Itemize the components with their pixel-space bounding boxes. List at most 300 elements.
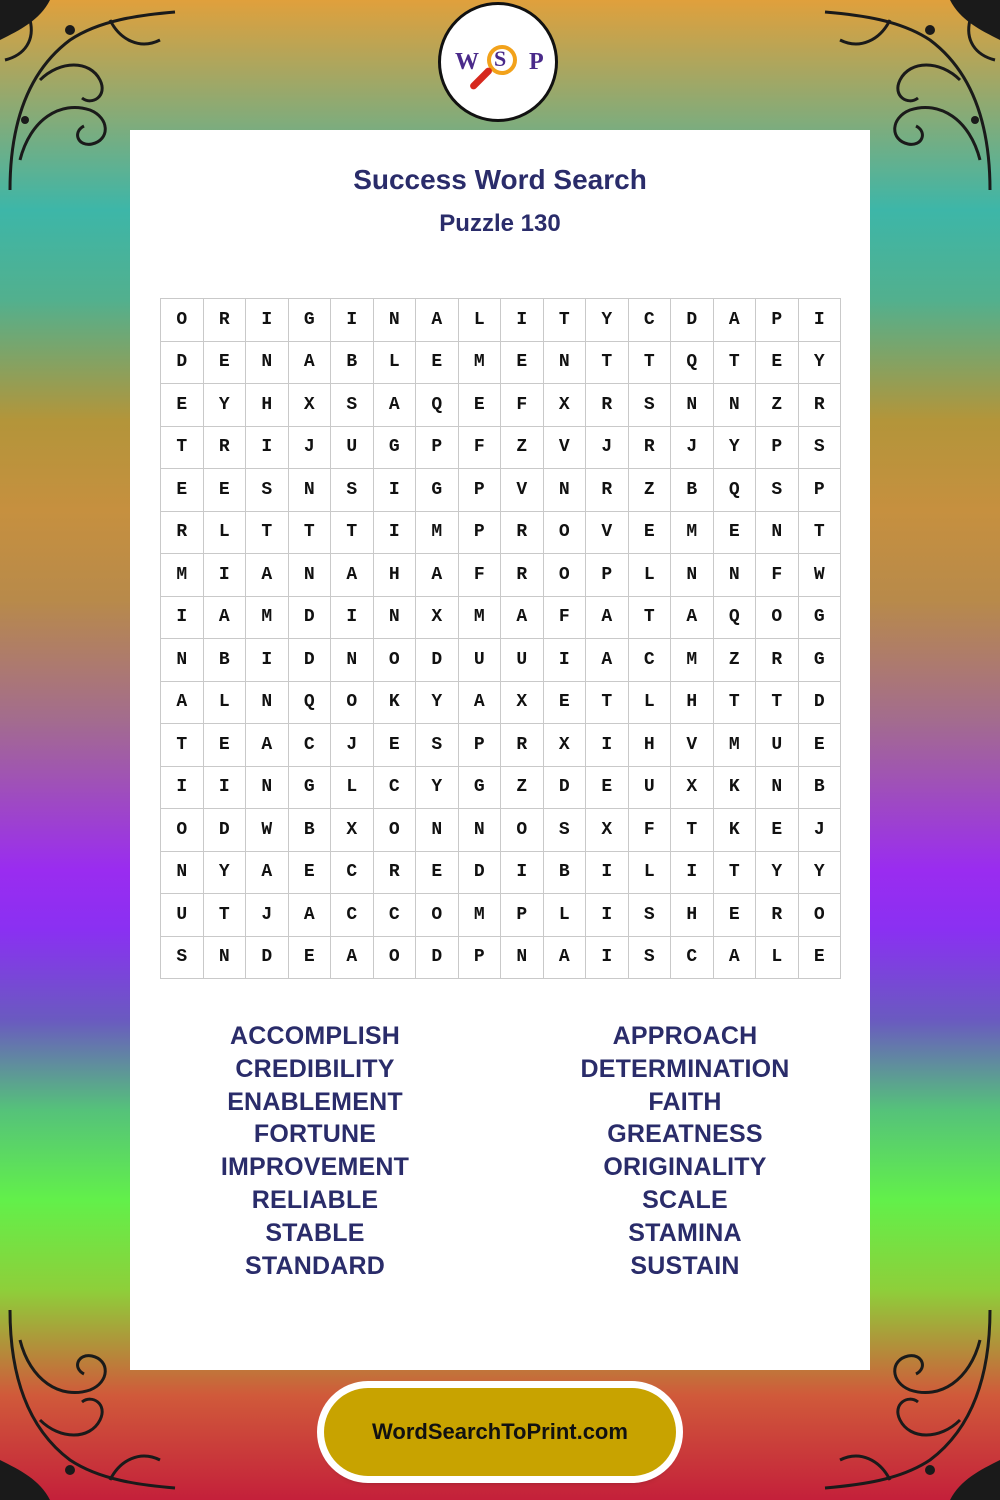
grid-cell[interactable]: G	[798, 596, 841, 639]
grid-cell[interactable]: J	[288, 426, 331, 469]
grid-cell[interactable]: K	[713, 809, 756, 852]
grid-cell[interactable]: L	[543, 894, 586, 937]
grid-cell[interactable]: R	[373, 851, 416, 894]
grid-cell[interactable]: E	[416, 341, 459, 384]
grid-cell[interactable]: I	[501, 299, 544, 342]
grid-cell[interactable]: M	[416, 511, 459, 554]
grid-cell[interactable]: D	[161, 341, 204, 384]
grid-cell[interactable]: T	[331, 511, 374, 554]
grid-cell[interactable]: J	[586, 426, 629, 469]
grid-cell[interactable]: G	[288, 766, 331, 809]
grid-cell[interactable]: E	[161, 384, 204, 427]
grid-cell[interactable]: J	[331, 724, 374, 767]
grid-cell[interactable]: N	[416, 809, 459, 852]
grid-cell[interactable]: X	[288, 384, 331, 427]
grid-cell[interactable]: C	[373, 894, 416, 937]
grid-cell[interactable]: P	[458, 936, 501, 979]
word-list-item: RELIABLE	[251, 1185, 379, 1214]
grid-cell[interactable]: B	[798, 766, 841, 809]
word-list-item: SCALE	[642, 1185, 728, 1214]
grid-cell[interactable]: X	[416, 596, 459, 639]
logo-letter-s: S	[494, 46, 507, 71]
grid-cell[interactable]: G	[798, 639, 841, 682]
grid-cell[interactable]: A	[543, 936, 586, 979]
grid-cell[interactable]: E	[161, 469, 204, 512]
grid-cell[interactable]: E	[713, 894, 756, 937]
word-list-item: STABLE	[265, 1218, 365, 1247]
grid-cell[interactable]: Z	[756, 384, 799, 427]
grid-cell[interactable]: T	[628, 341, 671, 384]
grid-cell[interactable]: I	[798, 299, 841, 342]
grid-cell[interactable]: D	[458, 851, 501, 894]
grid-cell[interactable]: L	[331, 766, 374, 809]
grid-cell[interactable]: R	[586, 469, 629, 512]
grid-row	[161, 894, 841, 937]
grid-cell[interactable]: N	[246, 766, 289, 809]
grid-cell[interactable]: C	[628, 639, 671, 682]
grid-cell[interactable]: L	[458, 299, 501, 342]
word-list-item: FAITH	[648, 1087, 722, 1116]
grid-cell[interactable]: O	[798, 894, 841, 937]
puzzle-subtitle: Puzzle 130	[439, 210, 561, 237]
grid-cell[interactable]: Y	[416, 766, 459, 809]
grid-cell[interactable]: N	[713, 554, 756, 597]
grid-row	[161, 299, 841, 342]
grid-cell[interactable]: I	[161, 766, 204, 809]
grid-cell[interactable]: G	[288, 299, 331, 342]
grid-cell[interactable]: Y	[203, 851, 246, 894]
grid-cell[interactable]: I	[671, 851, 714, 894]
grid-cell[interactable]: N	[373, 299, 416, 342]
grid-cell[interactable]: R	[501, 554, 544, 597]
grid-cell[interactable]: N	[671, 384, 714, 427]
grid-cell[interactable]: I	[373, 511, 416, 554]
grid-cell[interactable]: D	[543, 766, 586, 809]
grid-cell[interactable]: P	[416, 426, 459, 469]
grid-cell[interactable]: N	[161, 639, 204, 682]
site-link-banner[interactable]	[324, 1388, 676, 1476]
word-list-item: CREDIBILITY	[235, 1054, 395, 1083]
grid-cell[interactable]: N	[458, 809, 501, 852]
grid-cell[interactable]: E	[288, 936, 331, 979]
grid-cell[interactable]: Q	[416, 384, 459, 427]
grid-cell[interactable]: J	[246, 894, 289, 937]
grid-cell[interactable]: G	[458, 766, 501, 809]
grid-cell[interactable]: E	[543, 681, 586, 724]
grid-cell[interactable]: H	[671, 894, 714, 937]
grid-cell[interactable]: M	[458, 341, 501, 384]
word-list-item: DETERMINATION	[580, 1054, 790, 1083]
grid-cell[interactable]: I	[331, 299, 374, 342]
grid-cell[interactable]: T	[161, 724, 204, 767]
grid-cell[interactable]: P	[458, 469, 501, 512]
grid-cell[interactable]: M	[671, 511, 714, 554]
grid-cell[interactable]: D	[798, 681, 841, 724]
grid-cell[interactable]: X	[671, 766, 714, 809]
grid-cell[interactable]: A	[586, 639, 629, 682]
site-logo[interactable]	[438, 2, 558, 122]
word-list-item: GREATNESS	[607, 1120, 763, 1149]
grid-cell[interactable]: D	[416, 639, 459, 682]
grid-cell[interactable]: J	[671, 426, 714, 469]
grid-cell[interactable]: Q	[713, 596, 756, 639]
grid-cell[interactable]: L	[373, 341, 416, 384]
grid-cell[interactable]: A	[416, 554, 459, 597]
grid-cell[interactable]: M	[458, 596, 501, 639]
grid-cell[interactable]: A	[246, 724, 289, 767]
grid-cell[interactable]: Y	[586, 299, 629, 342]
grid-cell[interactable]: V	[671, 724, 714, 767]
grid-cell[interactable]: X	[501, 681, 544, 724]
grid-cell[interactable]: R	[501, 511, 544, 554]
grid-cell[interactable]: S	[798, 426, 841, 469]
grid-cell[interactable]: H	[671, 681, 714, 724]
grid-cell[interactable]: N	[288, 554, 331, 597]
grid-cell[interactable]: C	[628, 299, 671, 342]
grid-cell[interactable]: X	[586, 809, 629, 852]
grid-cell[interactable]: U	[458, 639, 501, 682]
grid-cell[interactable]: C	[288, 724, 331, 767]
grid-cell[interactable]: Z	[501, 426, 544, 469]
grid-cell[interactable]: U	[161, 894, 204, 937]
grid-cell[interactable]: E	[756, 809, 799, 852]
grid-cell[interactable]: O	[373, 639, 416, 682]
grid-cell[interactable]: X	[331, 809, 374, 852]
grid-cell[interactable]: I	[586, 894, 629, 937]
grid-cell[interactable]: I	[586, 724, 629, 767]
grid-cell[interactable]: M	[671, 639, 714, 682]
grid-cell[interactable]: A	[331, 554, 374, 597]
grid-cell[interactable]: R	[628, 426, 671, 469]
grid-cell[interactable]: P	[501, 894, 544, 937]
grid-row	[161, 766, 841, 809]
grid-cell[interactable]: X	[543, 384, 586, 427]
grid-cell[interactable]: S	[416, 724, 459, 767]
grid-cell[interactable]: N	[246, 681, 289, 724]
grid-cell[interactable]: C	[331, 894, 374, 937]
grid-cell[interactable]: P	[756, 299, 799, 342]
grid-cell[interactable]: K	[713, 766, 756, 809]
grid-cell[interactable]: P	[586, 554, 629, 597]
grid-cell[interactable]: E	[288, 851, 331, 894]
grid-cell[interactable]: R	[161, 511, 204, 554]
grid-cell[interactable]: F	[543, 596, 586, 639]
grid-cell[interactable]: Y	[756, 851, 799, 894]
grid-cell[interactable]: A	[246, 554, 289, 597]
grid-cell[interactable]: Z	[628, 469, 671, 512]
puzzle-sheet	[130, 130, 870, 1370]
grid-cell[interactable]: T	[713, 341, 756, 384]
grid-cell[interactable]: T	[798, 511, 841, 554]
grid-cell[interactable]: D	[203, 809, 246, 852]
grid-cell[interactable]: I	[246, 639, 289, 682]
grid-cell[interactable]: T	[756, 681, 799, 724]
grid-cell[interactable]: Y	[713, 426, 756, 469]
grid-cell[interactable]: O	[373, 809, 416, 852]
puzzle-title: Success Word Search	[353, 164, 647, 195]
grid-cell[interactable]: S	[628, 936, 671, 979]
grid-cell[interactable]: Q	[713, 469, 756, 512]
grid-cell[interactable]: E	[586, 766, 629, 809]
grid-cell[interactable]: A	[203, 596, 246, 639]
grid-cell[interactable]: I	[203, 766, 246, 809]
grid-cell[interactable]: T	[246, 511, 289, 554]
grid-cell[interactable]: B	[288, 809, 331, 852]
grid-cell[interactable]: A	[586, 596, 629, 639]
grid-cell[interactable]: P	[458, 511, 501, 554]
grid-cell[interactable]: R	[756, 639, 799, 682]
grid-cell[interactable]: J	[798, 809, 841, 852]
grid-cell[interactable]: I	[543, 639, 586, 682]
grid-cell[interactable]: P	[756, 426, 799, 469]
grid-cell[interactable]: T	[628, 596, 671, 639]
grid-cell[interactable]: N	[756, 766, 799, 809]
grid-cell[interactable]: D	[416, 936, 459, 979]
grid-cell[interactable]: A	[331, 936, 374, 979]
grid-cell[interactable]: U	[501, 639, 544, 682]
word-list-left	[130, 1020, 500, 1282]
grid-cell[interactable]: L	[628, 554, 671, 597]
grid-row	[161, 384, 841, 427]
grid-cell[interactable]: E	[373, 724, 416, 767]
grid-cell[interactable]: E	[458, 384, 501, 427]
grid-cell[interactable]: O	[161, 809, 204, 852]
grid-cell[interactable]: L	[203, 681, 246, 724]
grid-cell[interactable]: A	[373, 384, 416, 427]
grid-cell[interactable]: F	[458, 426, 501, 469]
grid-cell[interactable]: L	[628, 851, 671, 894]
grid-cell[interactable]: A	[501, 596, 544, 639]
grid-cell[interactable]: O	[416, 894, 459, 937]
grid-cell[interactable]: I	[586, 851, 629, 894]
word-list-item: IMPROVEMENT	[220, 1153, 410, 1182]
word-list-item: STAMINA	[628, 1218, 742, 1247]
grid-cell[interactable]: R	[501, 724, 544, 767]
grid-cell[interactable]: O	[543, 554, 586, 597]
letter-grid	[160, 298, 841, 979]
grid-cell[interactable]: M	[458, 894, 501, 937]
grid-cell[interactable]: E	[416, 851, 459, 894]
grid-cell[interactable]: I	[203, 554, 246, 597]
grid-cell[interactable]: O	[161, 299, 204, 342]
grid-cell[interactable]: R	[756, 894, 799, 937]
grid-cell[interactable]: K	[373, 681, 416, 724]
grid-cell[interactable]: S	[246, 469, 289, 512]
grid-cell[interactable]: N	[246, 341, 289, 384]
grid-cell[interactable]: E	[501, 341, 544, 384]
grid-cell[interactable]: I	[586, 936, 629, 979]
grid-cell[interactable]: N	[713, 384, 756, 427]
grid-cell[interactable]: M	[713, 724, 756, 767]
grid-cell[interactable]: R	[203, 299, 246, 342]
grid-cell[interactable]: E	[203, 341, 246, 384]
logo-letter-w: W	[455, 49, 479, 75]
grid-row	[161, 851, 841, 894]
grid-cell[interactable]: N	[756, 511, 799, 554]
grid-cell[interactable]: D	[671, 299, 714, 342]
grid-row	[161, 639, 841, 682]
grid-cell[interactable]: Q	[288, 681, 331, 724]
grid-cell[interactable]: E	[203, 469, 246, 512]
grid-row	[161, 809, 841, 852]
grid-cell[interactable]: V	[501, 469, 544, 512]
word-list-item: ACCOMPLISH	[229, 1022, 401, 1050]
grid-cell[interactable]: S	[161, 936, 204, 979]
grid-row	[161, 554, 841, 597]
grid-cell[interactable]: I	[161, 596, 204, 639]
grid-cell[interactable]: I	[373, 469, 416, 512]
word-list-right	[500, 1020, 870, 1282]
grid-cell[interactable]: A	[671, 596, 714, 639]
grid-cell[interactable]: B	[671, 469, 714, 512]
grid-cell[interactable]: B	[203, 639, 246, 682]
grid-cell[interactable]: T	[543, 299, 586, 342]
grid-cell[interactable]: L	[756, 936, 799, 979]
grid-cell[interactable]: N	[671, 554, 714, 597]
grid-cell[interactable]: S	[543, 809, 586, 852]
grid-cell[interactable]: D	[288, 596, 331, 639]
grid-cell[interactable]: R	[798, 384, 841, 427]
grid-cell[interactable]: F	[756, 554, 799, 597]
grid-cell[interactable]: H	[373, 554, 416, 597]
grid-cell[interactable]: E	[756, 341, 799, 384]
grid-cell[interactable]: C	[373, 766, 416, 809]
grid-cell[interactable]: Y	[416, 681, 459, 724]
grid-cell[interactable]: S	[628, 384, 671, 427]
grid-cell[interactable]: T	[586, 681, 629, 724]
grid-cell[interactable]: X	[543, 724, 586, 767]
word-list	[130, 1020, 870, 1282]
grid-cell[interactable]: U	[628, 766, 671, 809]
grid-row	[161, 511, 841, 554]
word-list-item: ENABLEMENT	[227, 1087, 403, 1116]
grid-cell[interactable]: C	[331, 851, 374, 894]
grid-cell[interactable]: M	[246, 596, 289, 639]
grid-cell[interactable]: T	[288, 511, 331, 554]
grid-cell[interactable]: L	[203, 511, 246, 554]
grid-cell[interactable]: Y	[798, 341, 841, 384]
grid-cell[interactable]: N	[373, 596, 416, 639]
grid-cell[interactable]: E	[798, 936, 841, 979]
grid-cell[interactable]: T	[203, 894, 246, 937]
grid-cell[interactable]: N	[501, 936, 544, 979]
grid-cell[interactable]: D	[246, 936, 289, 979]
grid-cell[interactable]: S	[756, 469, 799, 512]
grid-row	[161, 426, 841, 469]
grid-row	[161, 596, 841, 639]
grid-cell[interactable]: V	[586, 511, 629, 554]
grid-cell[interactable]: N	[331, 639, 374, 682]
grid-cell[interactable]: P	[798, 469, 841, 512]
grid-cell[interactable]: A	[713, 936, 756, 979]
grid-cell[interactable]: B	[331, 341, 374, 384]
grid-cell[interactable]: O	[501, 809, 544, 852]
grid-cell[interactable]: U	[756, 724, 799, 767]
grid-cell[interactable]: Y	[203, 384, 246, 427]
grid-cell[interactable]: W	[246, 809, 289, 852]
grid-cell[interactable]: Y	[798, 851, 841, 894]
grid-cell[interactable]: T	[671, 809, 714, 852]
grid-row	[161, 724, 841, 767]
word-list-item: SUSTAIN	[630, 1251, 740, 1280]
grid-cell[interactable]: P	[458, 724, 501, 767]
word-list-item: APPROACH	[612, 1022, 758, 1050]
grid-cell[interactable]: M	[161, 554, 204, 597]
grid-cell[interactable]: F	[628, 809, 671, 852]
grid-cell[interactable]: T	[161, 426, 204, 469]
logo-letter-p: P	[529, 49, 544, 75]
grid-row	[161, 681, 841, 724]
grid-cell[interactable]: O	[331, 681, 374, 724]
grid-cell[interactable]: S	[331, 469, 374, 512]
grid-cell[interactable]: Z	[713, 639, 756, 682]
grid-cell[interactable]: R	[586, 384, 629, 427]
grid-cell[interactable]: U	[331, 426, 374, 469]
grid-cell[interactable]: F	[501, 384, 544, 427]
grid-cell[interactable]: A	[713, 299, 756, 342]
grid-row	[161, 936, 841, 979]
grid-cell[interactable]: I	[246, 426, 289, 469]
grid-cell[interactable]: H	[628, 724, 671, 767]
grid-cell[interactable]: N	[288, 469, 331, 512]
grid-cell[interactable]: N	[161, 851, 204, 894]
grid-cell[interactable]: R	[203, 426, 246, 469]
grid-cell[interactable]: N	[543, 469, 586, 512]
grid-cell[interactable]: A	[288, 894, 331, 937]
grid-cell[interactable]: O	[373, 936, 416, 979]
grid-row	[161, 341, 841, 384]
grid-cell[interactable]: A	[458, 681, 501, 724]
site-link-text[interactable]: WordSearchToPrint.com	[372, 1419, 628, 1444]
grid-cell[interactable]: I	[501, 851, 544, 894]
grid-cell[interactable]: B	[543, 851, 586, 894]
grid-cell[interactable]: Z	[501, 766, 544, 809]
word-list-item: FORTUNE	[253, 1120, 377, 1149]
grid-cell[interactable]: E	[628, 511, 671, 554]
grid-cell[interactable]: F	[458, 554, 501, 597]
grid-cell[interactable]: E	[713, 511, 756, 554]
grid-cell[interactable]: Q	[671, 341, 714, 384]
grid-cell[interactable]: I	[331, 596, 374, 639]
grid-cell[interactable]: T	[713, 851, 756, 894]
grid-cell[interactable]: L	[628, 681, 671, 724]
grid-cell[interactable]: S	[628, 894, 671, 937]
grid-cell[interactable]: S	[331, 384, 374, 427]
grid-cell[interactable]: A	[246, 851, 289, 894]
grid-cell[interactable]: E	[798, 724, 841, 767]
grid-cell[interactable]: W	[798, 554, 841, 597]
grid-cell[interactable]: G	[416, 469, 459, 512]
grid-cell[interactable]: O	[756, 596, 799, 639]
grid-cell[interactable]: E	[203, 724, 246, 767]
grid-cell[interactable]: H	[246, 384, 289, 427]
grid-cell[interactable]: T	[586, 341, 629, 384]
grid-cell[interactable]: N	[543, 341, 586, 384]
grid-cell[interactable]: A	[288, 341, 331, 384]
grid-cell[interactable]: D	[288, 639, 331, 682]
grid-cell[interactable]: G	[373, 426, 416, 469]
grid-cell[interactable]: I	[246, 299, 289, 342]
grid-cell[interactable]: V	[543, 426, 586, 469]
grid-row	[161, 469, 841, 512]
grid-cell[interactable]: N	[203, 936, 246, 979]
grid-cell[interactable]: T	[713, 681, 756, 724]
grid-cell[interactable]: A	[161, 681, 204, 724]
grid-cell[interactable]: A	[416, 299, 459, 342]
word-list-item: STANDARD	[244, 1251, 385, 1280]
grid-cell[interactable]: O	[543, 511, 586, 554]
grid-cell[interactable]: C	[671, 936, 714, 979]
